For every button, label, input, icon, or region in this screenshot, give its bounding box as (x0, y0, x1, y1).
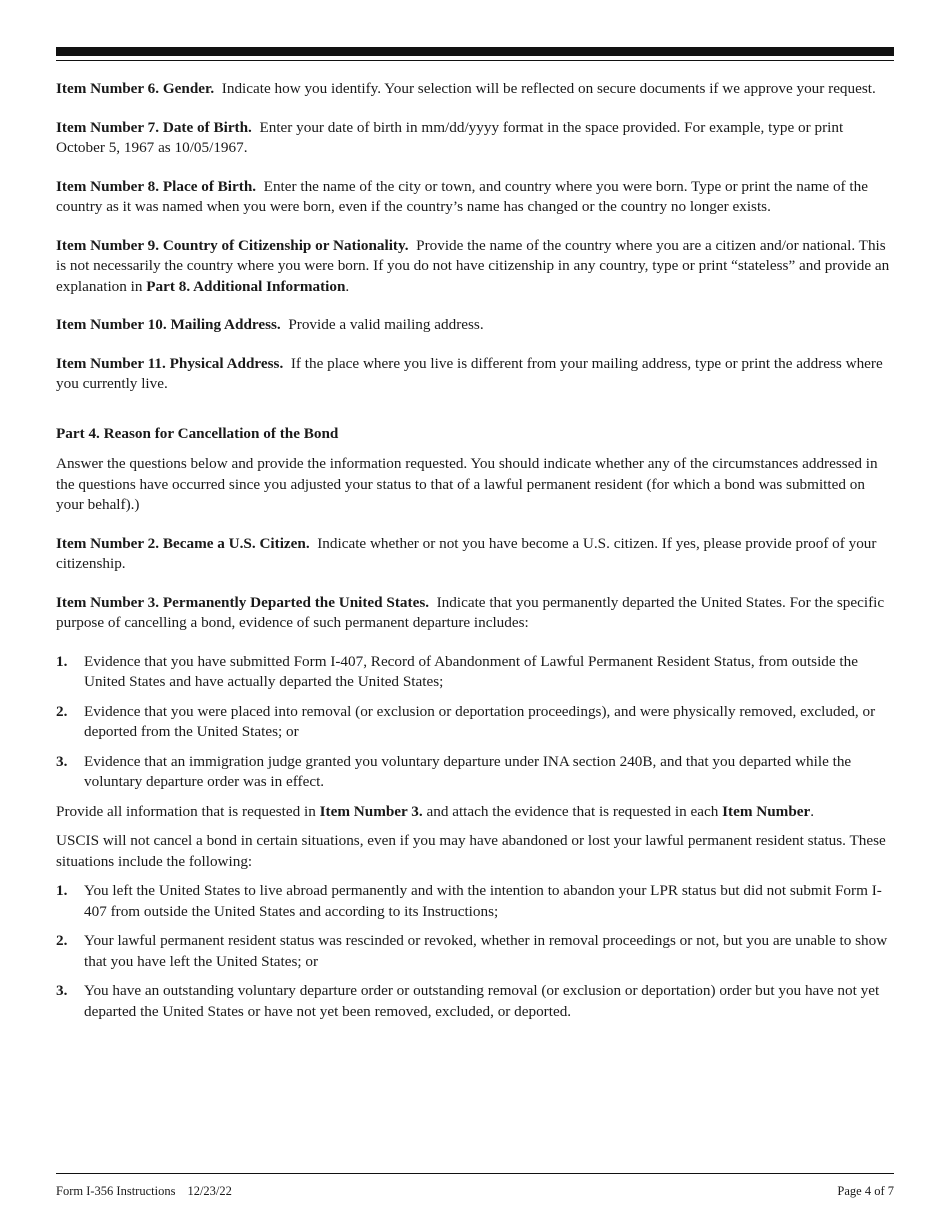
footer-rule (56, 1173, 894, 1174)
page-content (56, 79, 894, 1031)
uscis-situations-intro: USCIS will not cancel a bond in certain situations, even if you may have abandoned or lost your lawful permanent resident status. These situations include the following: (56, 832, 886, 870)
item-8-place-of-birth: Item Number 8. Place of Birth. Enter the name of the city or town, and country where you were born. Type or print the name of the country as it was named when you were born, even if the country’s name has changed or the country no longer exists. (56, 177, 868, 215)
footer-form-id (56, 1183, 232, 1199)
part-4-heading: Part 4. Reason for Cancellation of the Bond (56, 424, 339, 442)
part-4-item-3: Item Number 3. Permanently Departed the United States. Indicate that you permanently departed the United States. For the specific purpose of cancelling a bond, evidence of such permanent departure includes: (56, 593, 885, 631)
list-item: 3. You have an outstanding voluntary departure order or outstanding removal (or exclusion or deportation) order but you have not yet departed the United States or have not yet been removed, excluded, or deported. (56, 982, 880, 1020)
part-4-intro: Answer the questions below and provide the information requested. You should indicate whether any of the circumstances addressed in the questions have occurred since you adjusted your status to that of a lawful permanent resident (for which a bond was submitted on your behalf).) (56, 455, 878, 513)
item-9-citizenship: Item Number 9. Country of Citizenship or Nationality. Provide the name of the country where you are a citizen and/or national. This is not necessarily the country where you were born. If you do not have citizenship in any country, type or print “stateless” and provide an explanation in Part 8. Additional Information. (56, 236, 890, 295)
header-thin-rule (56, 60, 894, 61)
item-6-gender: Item Number 6. Gender. Indicate how you identify. Your selection will be reflected on secure documents if we approve your request. (56, 80, 876, 97)
list-item: 2. Evidence that you were placed into removal (or exclusion or deportation proceedings), and were physically removed, excluded, or deported from the United States; or (56, 702, 876, 740)
list-item: 1. You left the United States to live abroad permanently and with the intention to abandon your LPR status but did not submit Form I-407 from outside the United States and according to its Instructions; (56, 882, 882, 920)
list-item: 1. Evidence that you have submitted Form I-407, Record of Abandonment of Lawful Permanent Resident Status, from outside the United States and have actually departed the United States; (56, 652, 858, 690)
list-item: 3. Evidence that an immigration judge granted you voluntary departure under INA section 240B, and that you departed while the voluntary departure order was in effect. (56, 752, 852, 790)
item-10-mailing-address: Item Number 10. Mailing Address. Provide a valid mailing address. (56, 316, 484, 333)
list-item: 2. Your lawful permanent resident status was rescinded or revoked, whether in removal proceedings or not, but you are unable to show that you have left the United States; or (56, 932, 888, 970)
footer-date: 12/23/22 (187, 1184, 232, 1198)
footer-form-name: Form I-356 Instructions (56, 1184, 176, 1198)
part-4-item-2: Item Number 2. Became a U.S. Citizen. Indicate whether or not you have become a U.S. citizen. If yes, please provide proof of your citizenship. (56, 534, 877, 572)
document-page (56, 0, 894, 1230)
situations-list (56, 881, 894, 1022)
item-11-physical-address: Item Number 11. Physical Address. If the place where you live is different from your mailing address, type or print the address where you currently live. (56, 354, 883, 392)
header-thick-rule (56, 47, 894, 56)
evidence-list (56, 652, 894, 793)
provide-information-text: Provide all information that is requested in Item Number 3. and attach the evidence that is requested in each Item Number. (56, 802, 815, 820)
footer-page-number: Page 4 of 7 (837, 1184, 894, 1198)
item-7-date-of-birth: Item Number 7. Date of Birth. Enter your date of birth in mm/dd/yyyy format in the space provided. For example, type or print October 5, 1967 as 10/05/1967. (56, 118, 844, 156)
